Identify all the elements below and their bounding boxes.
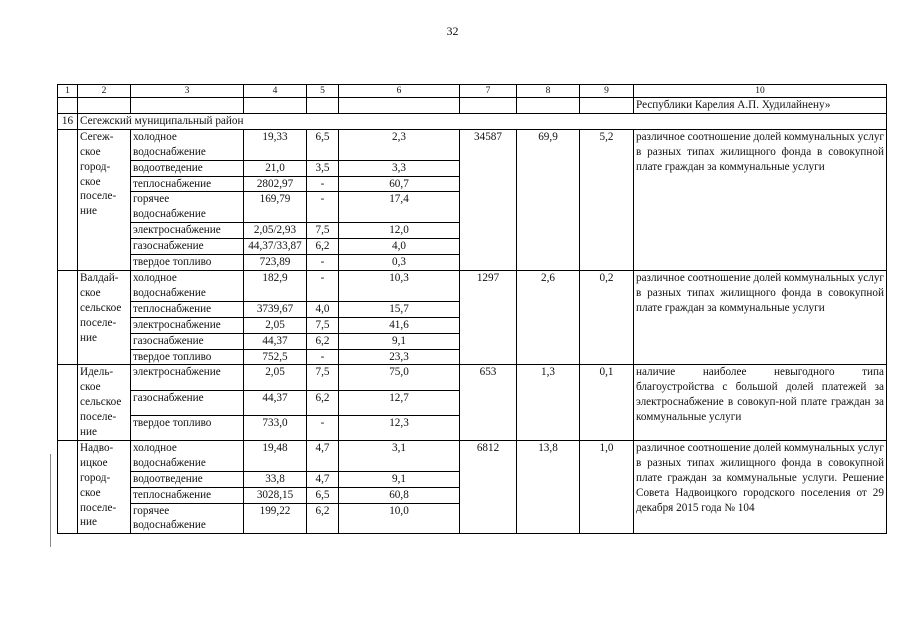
continuation-note: Республики Карелия А.П. Худилайнену»: [634, 98, 887, 114]
column-header: 8: [517, 85, 580, 98]
service-share: 3,1: [339, 440, 460, 471]
table-body: [58, 85, 887, 534]
service-percent: 6,2: [307, 390, 339, 415]
service-tariff: 199,22: [244, 503, 307, 534]
service-share: 60,8: [339, 487, 460, 503]
settlement-population: 6812: [460, 440, 517, 533]
service-name: холодное водоснабжение: [131, 129, 244, 160]
settlement-col8: 13,8: [517, 440, 580, 533]
service-percent: -: [307, 192, 339, 223]
service-name: твердое топливо: [131, 255, 244, 271]
service-percent: 4,7: [307, 471, 339, 487]
table-row: [58, 270, 887, 301]
scan-margin-line: [50, 454, 51, 547]
service-tariff: 3028,15: [244, 487, 307, 503]
column-header: 4: [244, 85, 307, 98]
column-header: 5: [307, 85, 339, 98]
continuation-row: [58, 98, 887, 114]
service-tariff: 733,0: [244, 415, 307, 440]
service-tariff: 44,37: [244, 390, 307, 415]
service-tariff: 21,0: [244, 160, 307, 176]
settlement-col9: 0,2: [580, 270, 634, 364]
service-percent: -: [307, 349, 339, 365]
column-header: 9: [580, 85, 634, 98]
service-tariff: 2802,97: [244, 176, 307, 192]
service-name: твердое топливо: [131, 349, 244, 365]
service-tariff: 2,05/2,93: [244, 223, 307, 239]
settlement-note: различное соотношение долей коммунальных услуг в разных типах жилищного фонда в совокупной плате граждан за коммунальные услуги. Решение Совета Надвоицкого городского поселения от 29 декабря 2015 года № 104: [634, 440, 887, 533]
service-share: 9,1: [339, 471, 460, 487]
settlement-population: 1297: [460, 270, 517, 364]
service-name: теплоснабжение: [131, 176, 244, 192]
service-name: теплоснабжение: [131, 487, 244, 503]
service-percent: -: [307, 415, 339, 440]
settlement-population: 653: [460, 365, 517, 441]
column-header: 10: [634, 85, 887, 98]
column-header: 7: [460, 85, 517, 98]
settlement-col8: 69,9: [517, 129, 580, 270]
service-name: водоотведение: [131, 471, 244, 487]
table-row: [58, 440, 887, 471]
service-share: 10,3: [339, 270, 460, 301]
settlement-name: Валдай-ское сельское поселе-ние: [78, 270, 131, 364]
settlement-col9: 5,2: [580, 129, 634, 270]
service-tariff: 44,37: [244, 333, 307, 349]
settlement-note: наличие наиболее невыгодного типа благоустройства с большой долей платежей за электроснабжение в совокуп-ной плате граждан за коммунальные услуги: [634, 365, 887, 441]
empty-index-cell: [58, 270, 78, 364]
column-header: 6: [339, 85, 460, 98]
service-tariff: 182,9: [244, 270, 307, 301]
service-percent: 7,5: [307, 223, 339, 239]
settlement-col8: 2,6: [517, 270, 580, 364]
settlement-col8: 1,3: [517, 365, 580, 441]
service-share: 12,0: [339, 223, 460, 239]
empty-index-cell: [58, 129, 78, 270]
settlement-note: различное соотношение долей коммунальных услуг в разных типах жилищного фонда в совокупной плате граждан за коммунальные услуги: [634, 129, 887, 270]
settlement-col9: 0,1: [580, 365, 634, 441]
service-share: 41,6: [339, 317, 460, 333]
service-name: газоснабжение: [131, 239, 244, 255]
service-share: 4,0: [339, 239, 460, 255]
table-row: [58, 129, 887, 160]
service-name: холодное водоснабжение: [131, 440, 244, 471]
service-tariff: 44,37/33,87: [244, 239, 307, 255]
service-share: 12,3: [339, 415, 460, 440]
table-row: [58, 365, 887, 390]
service-tariff: 19,48: [244, 440, 307, 471]
empty-index-cell: [58, 365, 78, 441]
service-share: 60,7: [339, 176, 460, 192]
service-percent: 6,5: [307, 129, 339, 160]
service-tariff: 2,05: [244, 365, 307, 390]
service-percent: 6,2: [307, 333, 339, 349]
service-tariff: 33,8: [244, 471, 307, 487]
service-percent: 4,0: [307, 301, 339, 317]
service-name: горячее водоснабжение: [131, 503, 244, 534]
service-share: 15,7: [339, 301, 460, 317]
district-index: 16: [58, 113, 78, 129]
service-tariff: 2,05: [244, 317, 307, 333]
settlement-name: Идель-ское сельское поселе-ние: [78, 365, 131, 441]
service-name: горячее водоснабжение: [131, 192, 244, 223]
service-percent: -: [307, 270, 339, 301]
service-tariff: 3739,67: [244, 301, 307, 317]
service-share: 75,0: [339, 365, 460, 390]
service-share: 2,3: [339, 129, 460, 160]
page-number: 32: [446, 24, 459, 38]
service-percent: -: [307, 255, 339, 271]
service-percent: 7,5: [307, 365, 339, 390]
service-name: электроснабжение: [131, 223, 244, 239]
service-name: газоснабжение: [131, 333, 244, 349]
column-header-row: [58, 85, 887, 98]
column-header: 2: [78, 85, 131, 98]
tariff-table: [57, 84, 887, 534]
service-percent: 4,7: [307, 440, 339, 471]
empty-index-cell: [58, 440, 78, 533]
service-tariff: 19,33: [244, 129, 307, 160]
service-share: 0,3: [339, 255, 460, 271]
column-header: 3: [131, 85, 244, 98]
service-name: холодное водоснабжение: [131, 270, 244, 301]
service-name: электроснабжение: [131, 365, 244, 390]
settlement-note: различное соотношение долей коммунальных услуг в разных типах жилищного фонда в совокупной плате граждан за коммунальные услуги: [634, 270, 887, 364]
service-percent: -: [307, 176, 339, 192]
service-share: 9,1: [339, 333, 460, 349]
settlement-population: 34587: [460, 129, 517, 270]
service-name: газоснабжение: [131, 390, 244, 415]
service-tariff: 723,89: [244, 255, 307, 271]
service-name: электроснабжение: [131, 317, 244, 333]
service-share: 3,3: [339, 160, 460, 176]
district-row: [58, 113, 887, 129]
service-tariff: 169,79: [244, 192, 307, 223]
district-name: Сегежский муниципальный район: [78, 113, 887, 129]
service-name: твердое топливо: [131, 415, 244, 440]
service-share: 12,7: [339, 390, 460, 415]
settlement-col9: 1,0: [580, 440, 634, 533]
service-percent: 3,5: [307, 160, 339, 176]
service-percent: 6,2: [307, 239, 339, 255]
column-header: 1: [58, 85, 78, 98]
service-percent: 6,5: [307, 487, 339, 503]
service-percent: 7,5: [307, 317, 339, 333]
service-tariff: 752,5: [244, 349, 307, 365]
service-name: теплоснабжение: [131, 301, 244, 317]
settlement-name: Надво-ицкое город-ское поселе-ние: [78, 440, 131, 533]
service-share: 23,3: [339, 349, 460, 365]
settlement-name: Сегеж-ское город-ское поселе-ние: [78, 129, 131, 270]
service-name: водоотведение: [131, 160, 244, 176]
service-percent: 6,2: [307, 503, 339, 534]
service-share: 10,0: [339, 503, 460, 534]
service-share: 17,4: [339, 192, 460, 223]
